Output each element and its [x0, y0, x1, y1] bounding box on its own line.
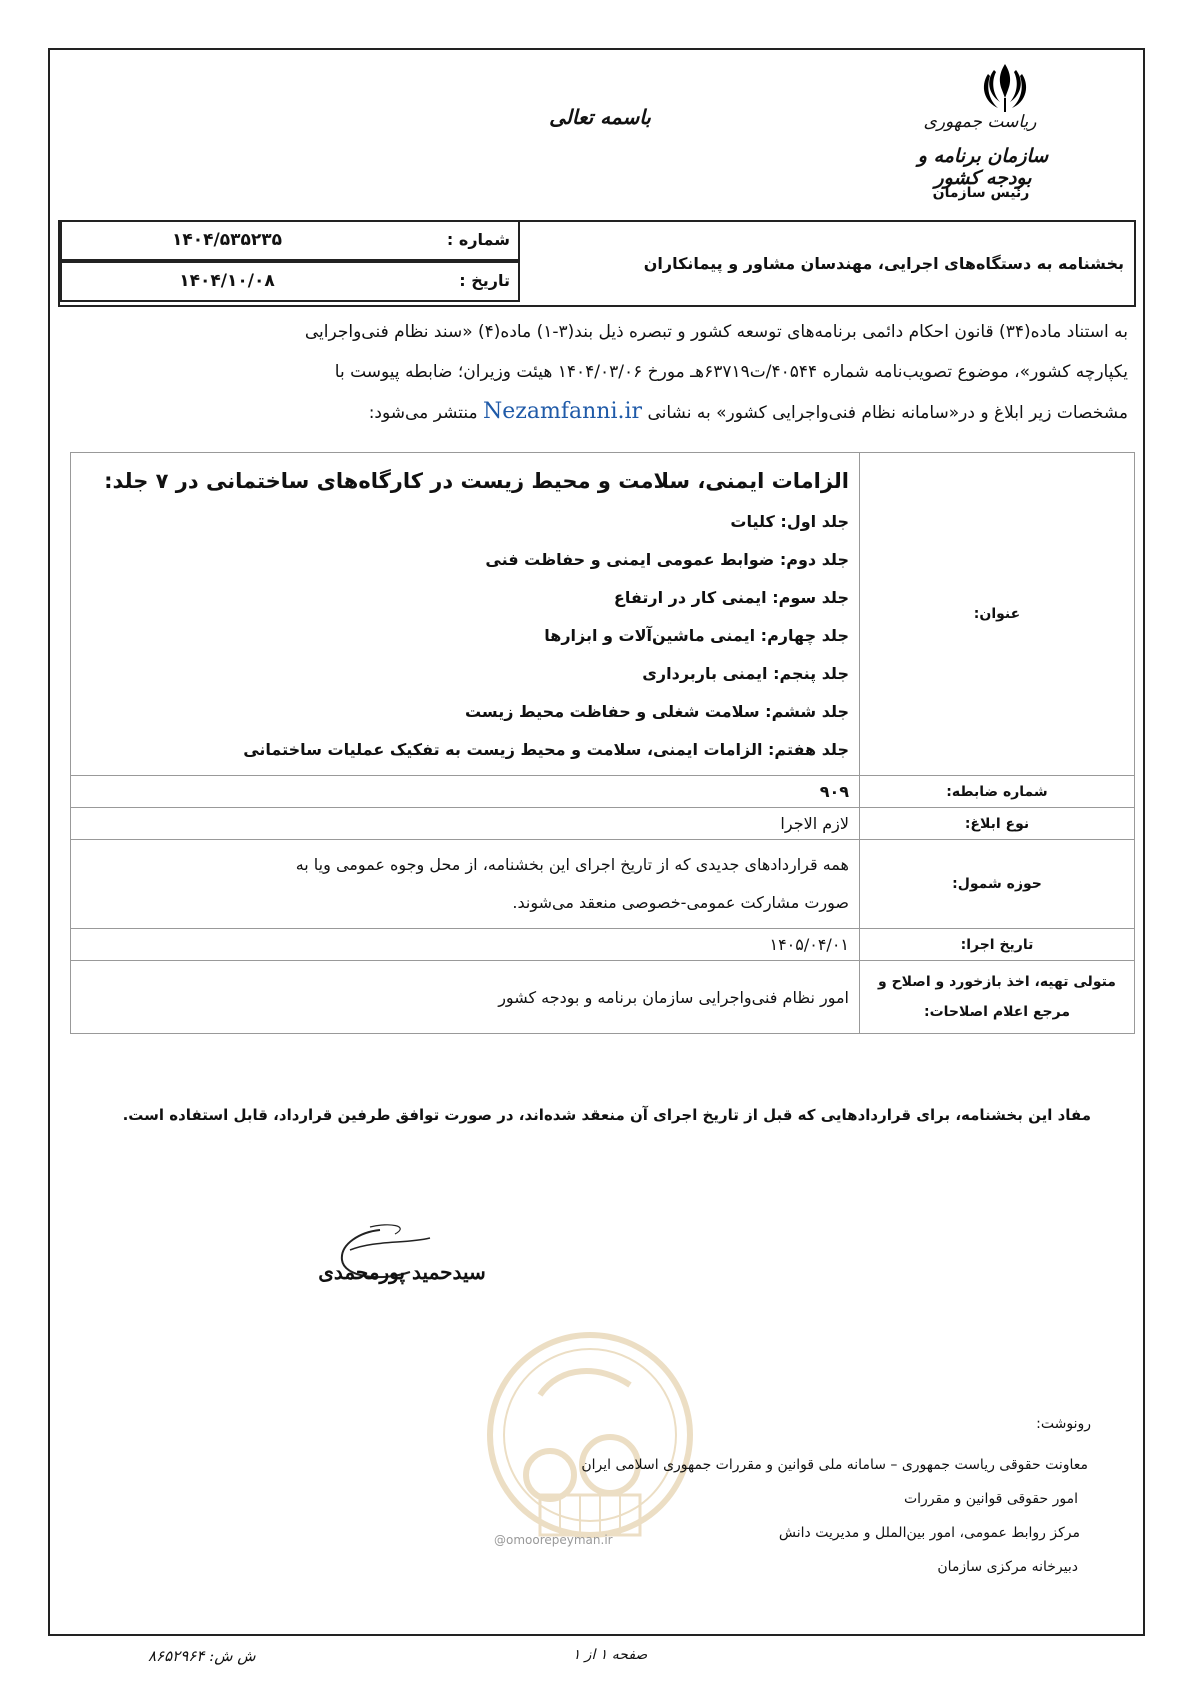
regulation-title: الزامات ایمنی، سلامت و محیط زیست در کارگاه‌های ساختمانی در ۷ جلد:	[104, 469, 849, 493]
letter-number-row	[60, 220, 520, 261]
regulation-table	[70, 452, 1135, 1034]
cc-item: مرکز روابط عمومی، امور بین‌الملل و مدیریت دانش	[778, 1525, 1080, 1541]
notice-type-row	[71, 808, 1135, 840]
cc-item: معاونت حقوقی ریاست جمهوری – سامانه ملی قوانین و مقررات جمهوری اسلامی ایران	[581, 1457, 1088, 1473]
letter-date-label: تاریخ :	[459, 271, 510, 290]
intro-line-3	[84, 392, 1128, 432]
footer-page-number: صفحه ۱ از ۱	[572, 1647, 648, 1663]
org-line-presidency: ریاست جمهوری	[923, 112, 1037, 132]
code-row	[71, 776, 1135, 808]
notice-type-label: نوع ابلاغ:	[860, 808, 1135, 840]
scope-value	[71, 840, 860, 929]
org-line-organization: سازمان برنامه و بودجه کشور	[917, 145, 1049, 189]
volume-item: جلد چهارم: ایمنی ماشین‌آلات و ابزارها	[544, 626, 849, 645]
scope-row	[71, 840, 1135, 929]
cc-item: امور حقوقی قوانین و مقررات	[903, 1491, 1078, 1507]
owner-label-line-1: متولی تهیه، اخذ بازخورد و اصلاح و	[878, 974, 1116, 990]
bismillah: باسمه تعالی	[549, 105, 651, 129]
volume-item: جلد اول: کلیات	[730, 512, 849, 531]
cc-item: دبیرخانه مرکزی سازمان	[937, 1559, 1078, 1575]
intro-line-2: یکپارچه کشور»، موضوع تصویب‌نامه شماره ۴۰۵۴۴/ت۶۳۷۱۹هـ مورخ ۱۴۰۴/۰۳/۰۶ هیئت وزیران؛ ضابطه پیوست با	[334, 362, 1128, 382]
title-value	[71, 453, 860, 776]
footer-code: ش ش: ۸۶۵۲۹۶۴	[148, 1647, 256, 1665]
applicability-note: مفاد این بخشنامه، برای قراردادهایی که قبل از تاریخ اجرای آن منعقد شده‌اند، در صورت توافق طرفین قرارداد، قابل استفاده است.	[122, 1106, 1091, 1124]
intro-line-3-end: منتشر می‌شود:	[368, 403, 478, 423]
volume-item: جلد سوم: ایمنی کار در ارتفاع	[613, 588, 849, 607]
letter-date-value: ۱۴۰۴/۱۰/۰۸	[179, 271, 275, 291]
title-label: عنوان:	[860, 453, 1135, 776]
signer-name: سیدحمید پورمحمدی	[318, 1260, 486, 1284]
code-value: ۹۰۹	[71, 776, 860, 808]
exec-date-row	[71, 929, 1135, 961]
letter-number-label: شماره :	[446, 230, 510, 249]
volume-item: جلد ششم: سلامت شغلی و حفاظت محیط زیست	[464, 702, 849, 721]
exec-date-label: تاریخ اجرا:	[860, 929, 1135, 961]
owner-value: امور نظام فنی‌واجرایی سازمان برنامه و بودجه کشور	[71, 961, 860, 1034]
exec-date-value: ۱۴۰۵/۰۴/۰۱	[71, 929, 860, 961]
intro-line-1: به استناد ماده(۳۴) قانون احکام دائمی برنامه‌های توسعه کشور و تبصره ذیل بند(۳-۱) ماده(۴) «سند نظام فنی‌واجرایی	[304, 322, 1128, 342]
scope-line-1: همه قراردادهای جدیدی که از تاریخ اجرای این بخشنامه، از محل وجوه عمومی ویا به	[295, 855, 849, 874]
owner-label-line-2: مرجع اعلام اصلاحات:	[923, 1004, 1070, 1020]
website-link[interactable]: Nezamfanni.ir	[483, 399, 643, 424]
letter-number-value: ۱۴۰۴/۵۳۵۲۳۵	[172, 230, 282, 250]
iran-emblem-icon	[980, 58, 1030, 118]
cc-title: رونوشت:	[1036, 1416, 1091, 1432]
volume-item: جلد دوم: ضوابط عمومی ایمنی و حفاظت فنی	[485, 550, 849, 569]
volume-item: جلد پنجم: ایمنی باربرداری	[642, 664, 849, 683]
intro-line-3-start: مشخصات زیر ابلاغ و در«سامانه نظام فنی‌واجرایی کشور» به نشانی	[647, 403, 1128, 423]
letter-date-row	[60, 261, 520, 302]
scope-line-2: صورت مشارکت عمومی-خصوصی منعقد می‌شوند.	[512, 893, 849, 912]
letter-heading-box	[58, 220, 1136, 307]
cc-list	[468, 1448, 1088, 1584]
title-row	[71, 453, 1135, 776]
intro-paragraph	[84, 312, 1128, 432]
notice-type-value: لازم الاجرا	[71, 808, 860, 840]
volume-item: جلد هفتم: الزامات ایمنی، سلامت و محیط زیست به تفکیک عملیات ساختمانی	[243, 740, 849, 759]
watermark-text: @omoorepeyman.ir	[494, 1533, 613, 1547]
code-label: شماره ضابطه:	[860, 776, 1135, 808]
recipients: بخشنامه به دستگاه‌های اجرایی، مهندسان مشاور و پیمانکاران	[643, 254, 1124, 273]
owner-row	[71, 961, 1135, 1034]
scope-label: حوزه شمول:	[860, 840, 1135, 929]
org-line-head: رئیس سازمان	[932, 185, 1030, 201]
owner-label	[860, 961, 1135, 1034]
